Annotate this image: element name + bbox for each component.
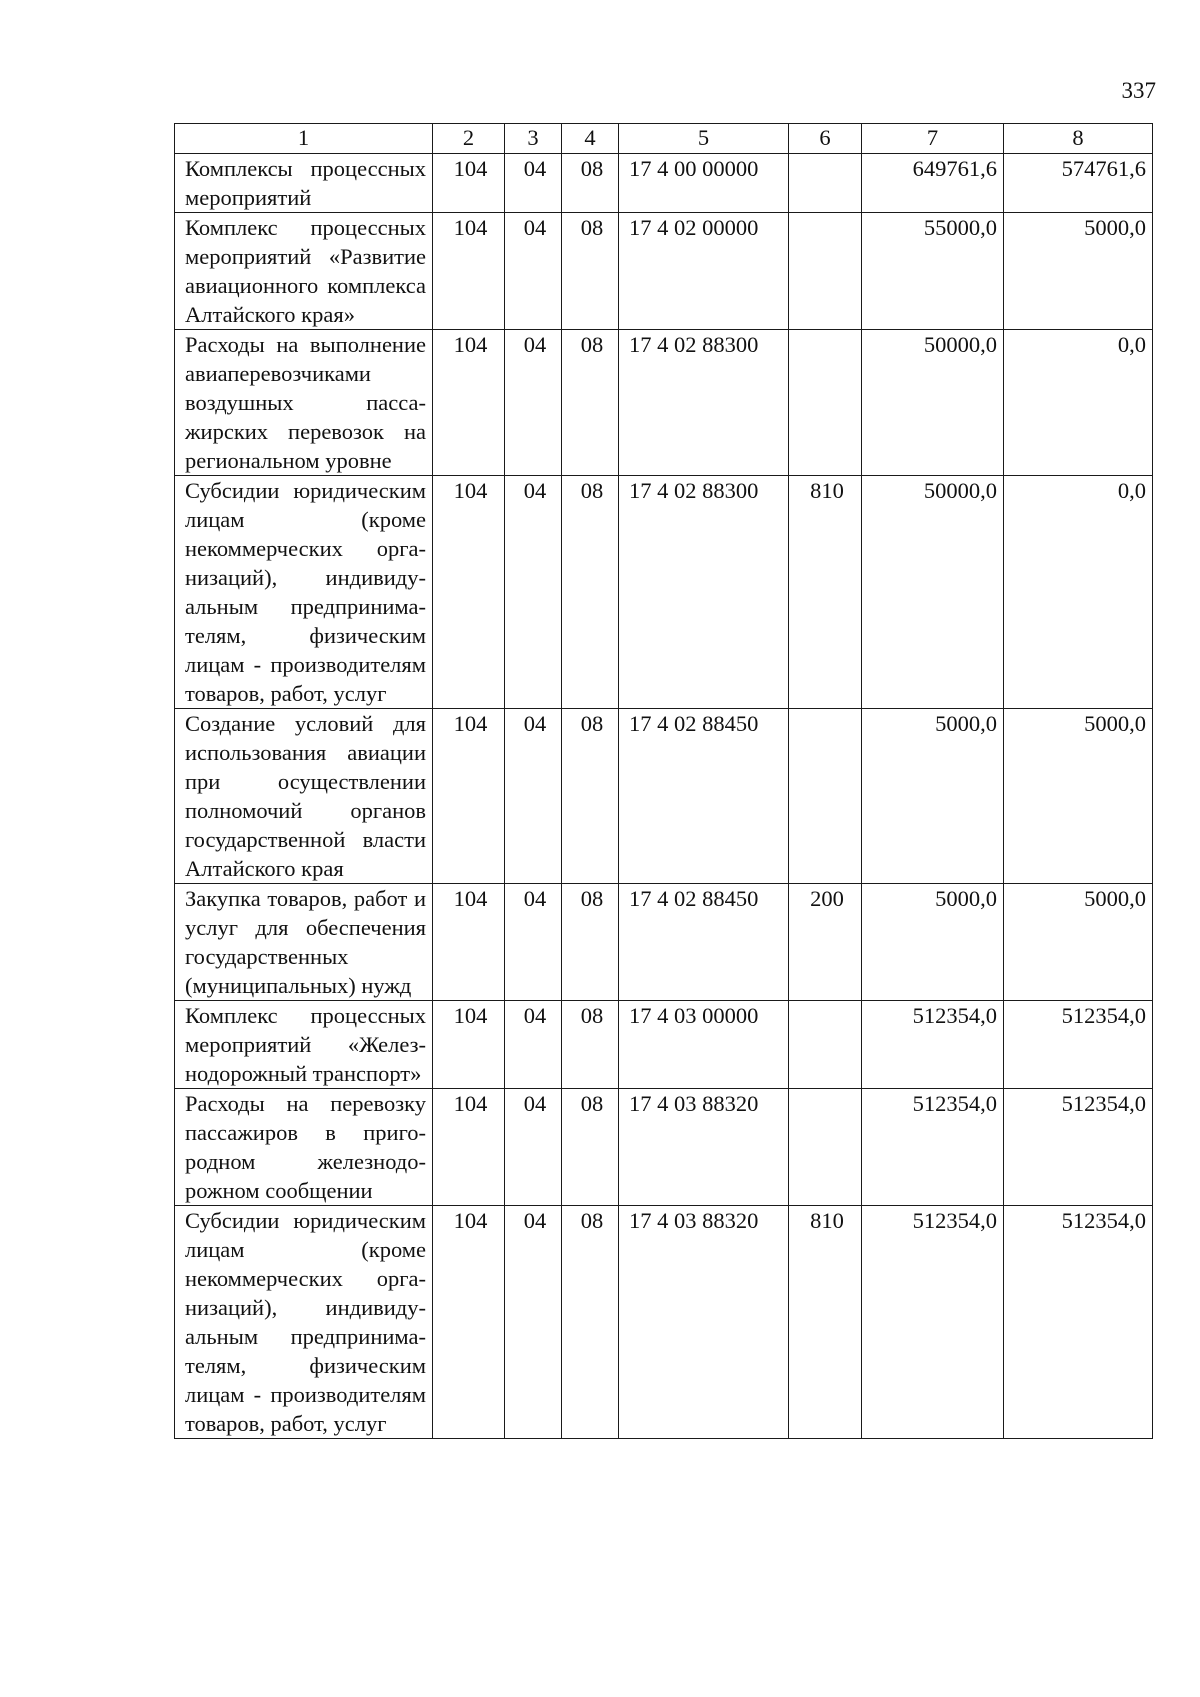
cell-col-4: 08 [562, 213, 619, 330]
row-name: Расходы на перевозку пассажиров в пригородном железнодорожном сообщении [175, 1089, 433, 1206]
table-header-row [175, 124, 1153, 154]
cell-col-5: 17 4 03 00000 [619, 1001, 789, 1089]
cell-col-8: 5000,0 [1004, 709, 1153, 884]
cell-col-8: 5000,0 [1004, 884, 1153, 1001]
row-name: Комплекс процессных мероприятий «Развитие авиационного комплекса Алтайского края» [175, 213, 433, 330]
cell-col-7: 512354,0 [862, 1001, 1004, 1089]
cell-col-3: 04 [505, 884, 562, 1001]
cell-col-2: 104 [433, 1206, 505, 1439]
budget-table [174, 123, 1153, 1439]
column-header: 2 [433, 124, 505, 154]
cell-col-7: 5000,0 [862, 884, 1004, 1001]
cell-col-8: 0,0 [1004, 330, 1153, 476]
cell-col-6: 200 [789, 884, 862, 1001]
cell-col-5: 17 4 03 88320 [619, 1206, 789, 1439]
row-name: Создание условий для использования авиации при осуществлении полномочий органов государственной власти Алтайского края [175, 709, 433, 884]
cell-col-3: 04 [505, 213, 562, 330]
cell-col-7: 50000,0 [862, 476, 1004, 709]
cell-col-5: 17 4 02 00000 [619, 213, 789, 330]
cell-col-7: 512354,0 [862, 1206, 1004, 1439]
cell-col-4: 08 [562, 1001, 619, 1089]
column-header: 6 [789, 124, 862, 154]
cell-col-2: 104 [433, 213, 505, 330]
column-header: 1 [175, 124, 433, 154]
cell-col-7: 512354,0 [862, 1089, 1004, 1206]
cell-col-8: 5000,0 [1004, 213, 1153, 330]
cell-col-4: 08 [562, 709, 619, 884]
column-header: 7 [862, 124, 1004, 154]
row-name: Закупка товаров, работ и услуг для обеспечения государственных (муниципальных) нужд [175, 884, 433, 1001]
row-name: Комплексы процессных мероприятий [175, 154, 433, 213]
cell-col-6: 810 [789, 1206, 862, 1439]
cell-col-8: 574761,6 [1004, 154, 1153, 213]
cell-col-7: 649761,6 [862, 154, 1004, 213]
cell-col-6 [789, 213, 862, 330]
cell-col-3: 04 [505, 1001, 562, 1089]
cell-col-6 [789, 330, 862, 476]
cell-col-4: 08 [562, 330, 619, 476]
cell-col-2: 104 [433, 476, 505, 709]
page-number: 337 [1121, 78, 1156, 103]
cell-col-3: 04 [505, 1089, 562, 1206]
cell-col-7: 55000,0 [862, 213, 1004, 330]
table-row [175, 709, 1153, 884]
cell-col-4: 08 [562, 154, 619, 213]
cell-col-3: 04 [505, 330, 562, 476]
column-header: 5 [619, 124, 789, 154]
cell-col-8: 512354,0 [1004, 1206, 1153, 1439]
cell-col-8: 0,0 [1004, 476, 1153, 709]
cell-col-3: 04 [505, 1206, 562, 1439]
table-row [175, 213, 1153, 330]
table-row [175, 1001, 1153, 1089]
cell-col-2: 104 [433, 709, 505, 884]
cell-col-6 [789, 709, 862, 884]
table-row [175, 1206, 1153, 1439]
column-header: 8 [1004, 124, 1153, 154]
table-row [175, 330, 1153, 476]
column-header: 3 [505, 124, 562, 154]
row-name: Субсидии юридическим лицам (кроме некоммерческих организаций), индивидуальным предпринимателям, физическим лицам - производителям товаров, работ, услуг [175, 1206, 433, 1439]
cell-col-3: 04 [505, 154, 562, 213]
table-row [175, 884, 1153, 1001]
cell-col-7: 50000,0 [862, 330, 1004, 476]
cell-col-2: 104 [433, 884, 505, 1001]
column-header: 4 [562, 124, 619, 154]
cell-col-6 [789, 1089, 862, 1206]
cell-col-4: 08 [562, 1089, 619, 1206]
cell-col-3: 04 [505, 709, 562, 884]
cell-col-6 [789, 154, 862, 213]
cell-col-5: 17 4 02 88300 [619, 476, 789, 709]
cell-col-4: 08 [562, 884, 619, 1001]
cell-col-6 [789, 1001, 862, 1089]
cell-col-7: 5000,0 [862, 709, 1004, 884]
cell-col-2: 104 [433, 1001, 505, 1089]
cell-col-6: 810 [789, 476, 862, 709]
cell-col-4: 08 [562, 476, 619, 709]
cell-col-8: 512354,0 [1004, 1001, 1153, 1089]
cell-col-2: 104 [433, 1089, 505, 1206]
cell-col-8: 512354,0 [1004, 1089, 1153, 1206]
row-name: Субсидии юридическим лицам (кроме некоммерческих организаций), индивидуальным предпринимателям, физическим лицам - производителям товаров, работ, услуг [175, 476, 433, 709]
table-row [175, 476, 1153, 709]
cell-col-2: 104 [433, 154, 505, 213]
cell-col-4: 08 [562, 1206, 619, 1439]
table-row [175, 154, 1153, 213]
cell-col-5: 17 4 03 88320 [619, 1089, 789, 1206]
table-row [175, 1089, 1153, 1206]
cell-col-5: 17 4 02 88450 [619, 884, 789, 1001]
cell-col-2: 104 [433, 330, 505, 476]
cell-col-5: 17 4 02 88300 [619, 330, 789, 476]
cell-col-3: 04 [505, 476, 562, 709]
cell-col-5: 17 4 00 00000 [619, 154, 789, 213]
row-name: Комплекс процессных мероприятий «Железнодорожный транспорт» [175, 1001, 433, 1089]
row-name: Расходы на выполнение авиаперевозчиками воздушных пассажирских перевозок на региональном уровне [175, 330, 433, 476]
cell-col-5: 17 4 02 88450 [619, 709, 789, 884]
